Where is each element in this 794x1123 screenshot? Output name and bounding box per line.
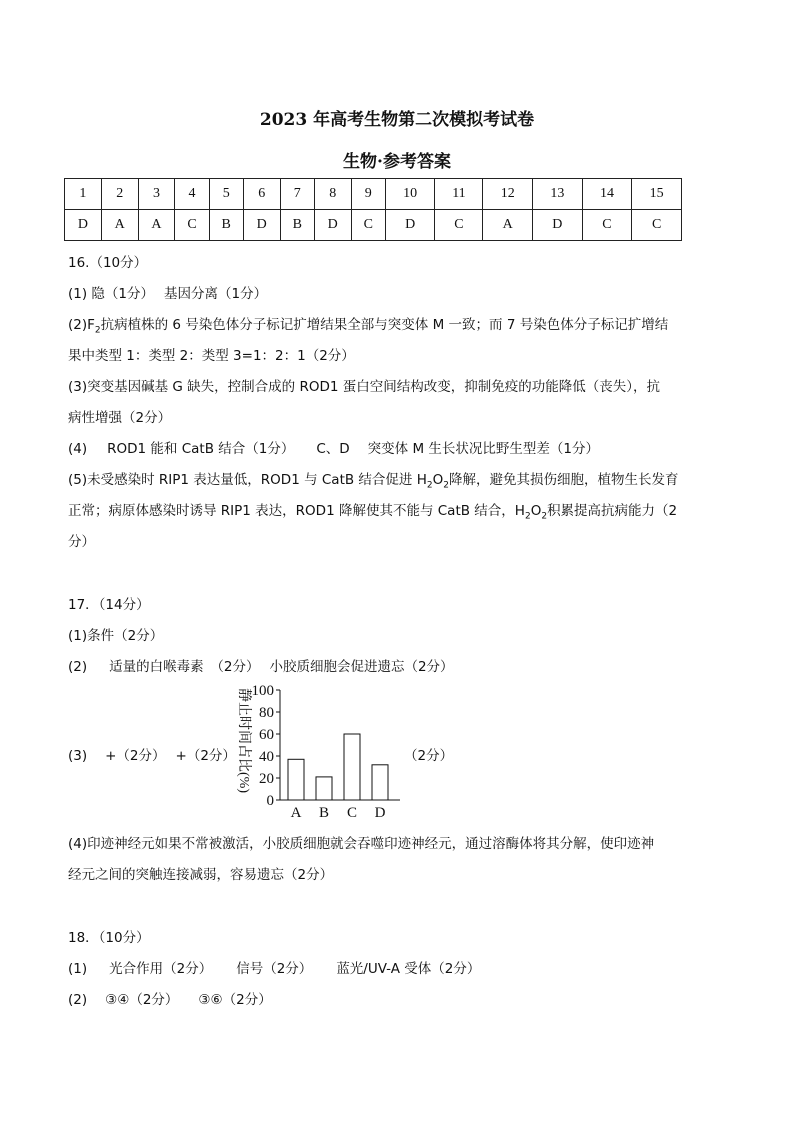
question-number-1: 1 [65,179,102,210]
answer-key-subtitle: 生物·参考答案 [343,152,451,172]
q17-part3-number: (3) [68,748,88,764]
q16-part5-l2-sub1: 2 [524,511,531,522]
question-number-15: 15 [632,179,682,210]
q16-part5-l2-a: 正常；病原体感染时诱导 RIP1 表达，ROD1 降解使其不能与 CatB 结合，H [68,503,525,519]
answer-table [64,178,682,241]
q16-part4-number: (4) [68,441,88,457]
q16-part2-line2: 果中类型 1：类型 2：类型 3=1：2：1（2分） [68,348,355,364]
q17-part1: (1)条件（2分） [68,628,164,644]
question-number-7: 7 [280,179,314,210]
question-number-11: 11 [435,179,483,210]
question-number-14: 14 [582,179,632,210]
q16-part1 [68,282,267,302]
q16-part5-l2-b: O [530,503,542,519]
q16-part2-text: 抗病植株的 6 号染色体分子标记扩增结果全部与突变体 M 一致；而 7 号染色体分子标记扩增结 [100,317,669,333]
q16-part1-a: (1) 隐（1分） [68,286,155,302]
q18-part1-c: 蓝光/UV-A 受体（2分） [336,961,481,977]
q16-part5-l2-sub2: 2 [541,511,548,522]
q16-part5-line3: 分） [68,534,95,550]
answer-3: A [138,210,175,241]
q18-part1 [68,957,480,977]
q16-part1-b: 基因分离（1分） [164,286,268,302]
chart-x-tick-label: D [374,805,386,821]
q16-part2-prefix: (2)F [68,317,95,333]
q16-part2-line1 [68,313,668,336]
q16-part4-a: ROD1 能和 CatB 结合（1分） [107,441,295,457]
q17-part4-line1: (4)印迹神经元如果不常被激活，小胶质细胞就会吞噬印迹神经元，通过溶酶体将其分解，使印迹神 [68,836,655,852]
q16-part5-l1-c: 降解，避免其损伤细胞，植物生长发育 [448,472,679,488]
q18-part2 [68,988,272,1008]
answer-table-number-row [65,179,682,210]
q16-part2-sub: 2 [94,325,101,336]
q18-part1-a: 光合作用（2分） [109,961,213,977]
q16-part3-line1: (3)突变基因碱基 G 缺失，控制合成的 ROD1 蛋白空间结构改变，抑制免疫的功能降低（丧失），抗 [68,379,660,395]
q16-part5-l1-sub1: 2 [426,480,433,491]
chart-x-tick-label: A [290,805,302,821]
chart-x-tick-label: C [346,805,358,821]
answer-10: D [385,210,435,241]
q17-heading: 17．（14分） [68,597,150,613]
answer-2: A [101,210,138,241]
chart-y-tick-label: 60 [259,727,274,743]
q18-part1-b: 信号（2分） [236,961,313,977]
question-number-10: 10 [385,179,435,210]
q18-part1-number: (1) [68,961,88,977]
chart-x-tick-label: B [318,805,330,821]
exam-title: 2023 年高考生物第二次模拟考试卷 [259,110,535,130]
answer-14: C [582,210,632,241]
q17-part2-number: (2) [68,659,88,675]
bar-D [372,765,388,800]
q17-part3-b: +（2分） [175,748,236,764]
q18-part2-b: ③⑥（2分） [198,992,272,1008]
question-number-4: 4 [175,179,209,210]
bar-B [316,777,332,800]
q16-part3-line2: 病性增强（2分） [68,410,172,426]
question-number-2: 2 [101,179,138,210]
question-number-3: 3 [138,179,175,210]
q16-part4-c: 突变体 M 生长状况比野生型差（1分） [367,441,599,457]
question-number-5: 5 [209,179,243,210]
q17-part3-a: +（2分） [105,748,166,764]
q16-heading: 16.（10分） [68,255,148,271]
question-number-8: 8 [314,179,351,210]
answer-12: A [483,210,533,241]
answer-6: D [243,210,280,241]
q16-part5-l1-sub2: 2 [443,480,449,491]
answer-9: C [351,210,385,241]
question-number-13: 13 [533,179,583,210]
q16-part5-l1-a: (5)未受感染时 RIP1 表达量低，ROD1 与 CatB 结合促进 H [68,472,427,488]
q17-part2 [68,655,454,675]
question-number-6: 6 [243,179,280,210]
q17-part3-chart-score: （2分） [404,748,454,764]
chart-y-tick-label: 80 [259,705,274,721]
q16-part4-b: C、D [316,441,350,457]
answer-7: B [280,210,314,241]
q17-part2-a: 适量的白喉毒素 （2分） [109,659,260,675]
answer-1: D [65,210,102,241]
q18-part2-number: (2) [68,992,88,1008]
answer-table-answer-row [65,210,682,241]
answer-11: C [435,210,483,241]
q17-part4-line2: 经元之间的突触连接减弱，容易遗忘（2分） [68,867,334,883]
q16-part4 [68,437,599,457]
q16-part5-l2-c: 积累提高抗病能力（2 [547,503,678,519]
answer-8: D [314,210,351,241]
chart-y-tick-label: 0 [266,793,274,809]
q18-heading: 18．（10分） [68,930,150,946]
chart-y-tick-label: 40 [259,749,274,765]
chart-y-label: 静止时间占比(%) [236,688,251,793]
chart-y-axis-label [236,688,253,793]
answer-5: B [209,210,243,241]
bar-chart [228,682,408,824]
question-number-12: 12 [483,179,533,210]
chart-y-tick-label: 20 [259,771,274,787]
bar-A [288,759,304,800]
q17-part2-b: 小胶质细胞会促进遗忘（2分） [269,659,454,675]
chart-y-tick-label: 100 [251,683,274,699]
q16-part5-line1 [68,468,678,491]
q16-part5-line2 [68,499,677,522]
q16-part5-l1-b: O [432,472,444,488]
answer-13: D [533,210,583,241]
q18-part2-a: ③④（2分） [105,992,179,1008]
bar-C [344,734,360,800]
question-number-9: 9 [351,179,385,210]
answer-4: C [175,210,209,241]
q17-part3 [68,744,236,764]
answer-15: C [632,210,682,241]
